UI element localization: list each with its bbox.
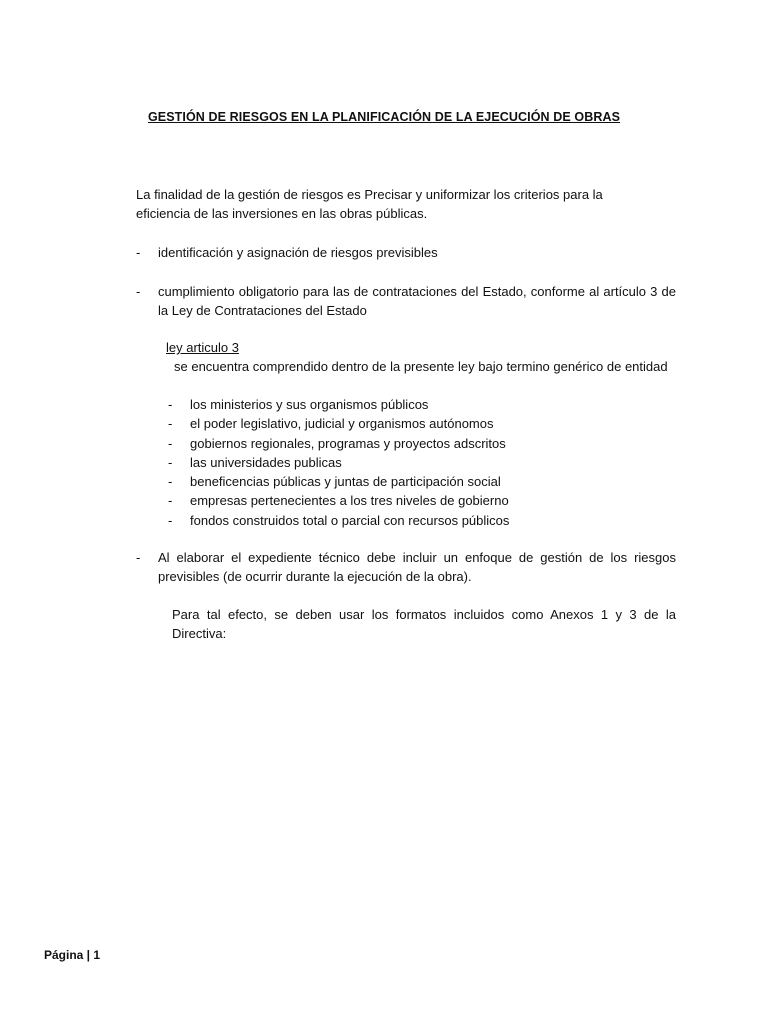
bullet-dash: - <box>136 284 141 299</box>
bullet-dash: - <box>136 245 141 260</box>
efecto-paragraph: Para tal efecto, se deben usar los formatos incluidos como Anexos 1 y 3 de la Directiva: <box>172 607 676 641</box>
bullet-text: cumplimiento obligatorio para las de contrataciones del Estado, conforme al artículo 3 de la Ley de Contrataciones del Estado <box>158 284 676 318</box>
bullet-item-1 <box>136 243 676 262</box>
document-title: GESTIÓN DE RIESGOS EN LA PLANIFICACIÓN DE LA EJECUCIÓN DE OBRAS <box>147 110 621 124</box>
list-item: - beneficencias públicas y juntas de participación social <box>168 474 501 490</box>
bullet-item-2 <box>136 282 676 320</box>
list-item: - las universidades publicas <box>168 454 342 470</box>
list-item: - empresas pertenecientes a los tres niveles de gobierno <box>168 493 509 509</box>
bullet-text: Al elaborar el expediente técnico debe incluir un enfoque de gestión de los riesgos previsibles (de ocurrir durante la ejecución de la obra). <box>158 550 676 584</box>
bullet-item-3 <box>136 548 676 586</box>
list-item: - el poder legislativo, judicial y organismos autónomos <box>168 416 494 432</box>
list-item: - los ministerios y sus organismos públicos <box>168 397 429 412</box>
list-item: - fondos construidos total o parcial con recursos públicos <box>168 512 510 528</box>
bullet-dash: - <box>136 550 141 565</box>
intro-paragraph: La finalidad de la gestión de riesgos es Precisar y uniformizar los criterios para la eficiencia de las inversiones en las obras públicas. <box>136 187 603 221</box>
page-footer: Página | 1 <box>44 948 101 962</box>
list-item: - gobiernos regionales, programas y proyectos adscritos <box>168 435 506 451</box>
bullet-text: identificación y asignación de riesgos previsibles <box>158 245 438 260</box>
ley-heading: ley articulo 3 <box>166 340 239 355</box>
entity-list <box>166 395 509 530</box>
ley-body: se encuentra comprendido dentro de la presente ley bajo termino genérico de entidad <box>174 359 668 374</box>
